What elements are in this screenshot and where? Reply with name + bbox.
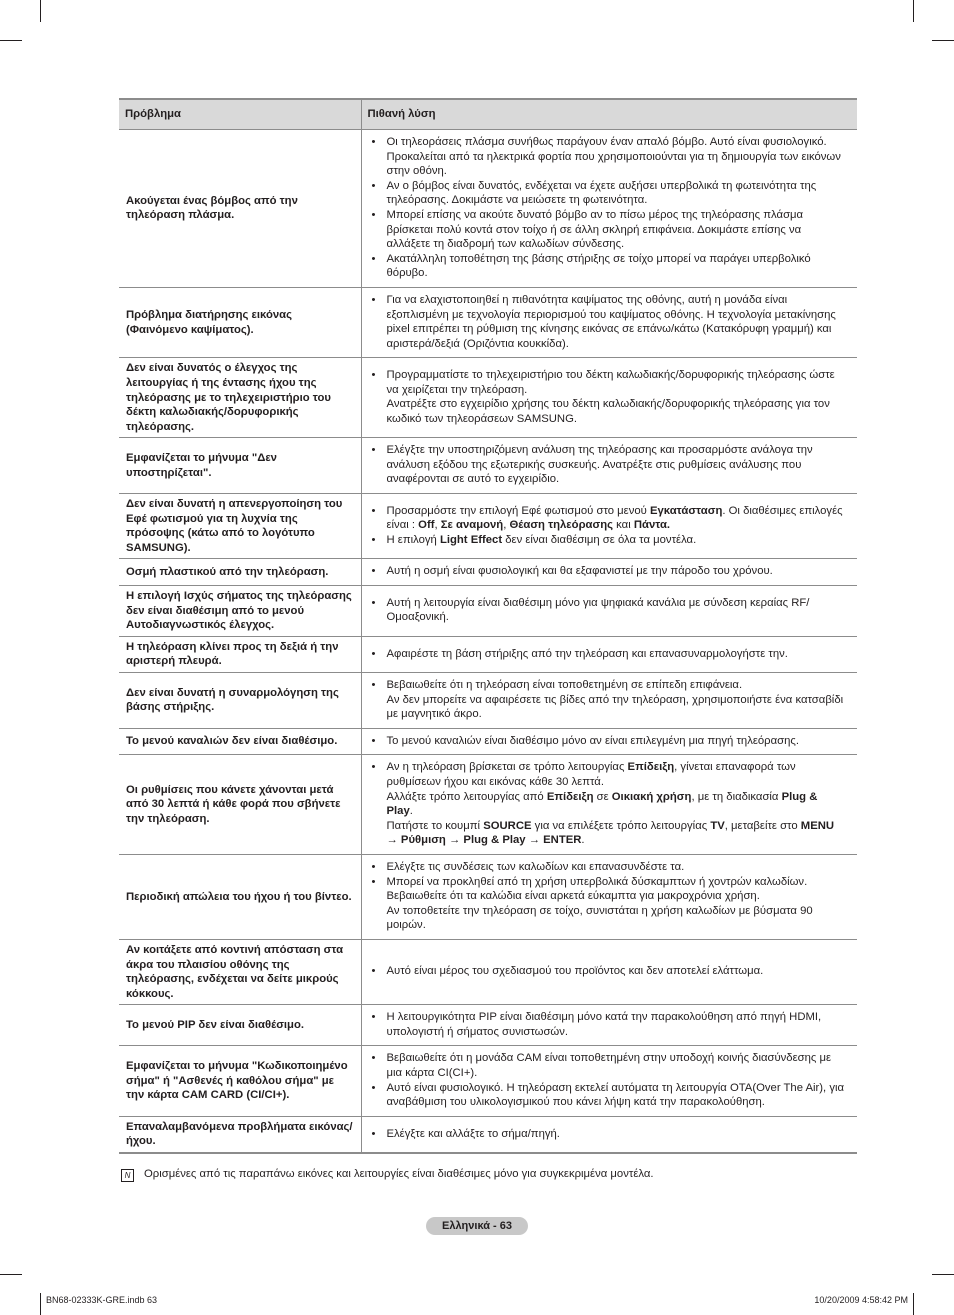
solution-cell (361, 1005, 857, 1046)
solution-line: • Μπορεί να προκληθεί από τη χρήση υπερβολικά δύσκαμπτων ή χοντρών καλωδίων. (386, 875, 808, 888)
solution-item: • Προσαρμόστε την επιλογή Εφέ φωτισμού στο μενού Εγκατάσταση. Οι διαθέσιμες επιλογές είναι : Off, Σε αναμονή, Θέαση τηλεόρασης και Πάντα. (370, 504, 846, 533)
solution-item (370, 678, 846, 722)
problem-cell: Δεν είναι δυνατός ο έλεγχος της λειτουργίας ή της έντασης ήχου της τηλεόρασης με το τηλεχειριστήριο του δέκτη καλωδιακής/δορυφορικής τηλεόρασης. (119, 358, 361, 438)
problem-cell: Αν κοιτάξετε από κοντινή απόσταση στα άκρα του πλαισίου οθόνης της τηλεόρασης, ενδέχεται να δείτε μικρούς κόκκους. (119, 939, 361, 1004)
solution-line: Αλλάξτε τρόπο λειτουργίας από Επίδειξη σε Οικιακή χρήση, με τη διαδικασία Plug & Play. (386, 790, 818, 818)
problem-cell: Εμφανίζεται το μήνυμα "Κωδικοποιημένο σήμα" ή "Ασθενές ή καθόλου σήμα" με την κάρτα CAM CARD (CI/CI+). (119, 1046, 361, 1116)
solution-item: • Η λειτουργικότητα PIP είναι διαθέσιμη μόνο κατά την παρακολούθηση από πηγή HDMI, υπολογιστή ή σήματος συνιστωσών. (370, 1010, 846, 1039)
solution-line: Πατήστε το κουμπί SOURCE για να επιλέξετε τρόπο λειτουργίας TV, μεταβείτε στο MENU → Ρύθμιση → Plug & Play → ENTER. (386, 819, 835, 847)
solution-cell (361, 559, 857, 586)
solution-item: • Για να ελαχιστοποιηθεί η πιθανότητα καψίματος της οθόνης, αυτή η μονάδα είναι εξοπλισμένη με τεχνολογία περιορισμού του καψίματος οθόνης. Η τεχνολογία μετακίνησης pixel επιτρέπει τη ρύθμιση της κίνησης εικόνας σε επάνω/κάτω (Κατακόρυφη γραμμή) και αριστερά/δεξιά (Οριζόντια κουκκίδα). (370, 293, 846, 351)
header-solution: Πιθανή λύση (361, 99, 857, 130)
solution-cell (361, 586, 857, 637)
solution-item (370, 368, 846, 426)
solution-item: • Αυτό είναι φυσιολογικό. Η τηλεόραση εκτελεί αυτόματα τη λειτουργία OTA(Over The Air), για αναβάθμιση του υλικολογισμικού που κάνει λήψη κατά την παρακολούθηση. (370, 1081, 846, 1110)
solution-cell (361, 1116, 857, 1153)
solution-item: • Ελέγξτε και αλλάξτε το σήμα/πηγή. (370, 1127, 846, 1142)
footer-datetime: 10/20/2009 4:58:42 PM (814, 1295, 908, 1305)
problem-cell: Οσμή πλαστικού από την τηλεόραση. (119, 559, 361, 586)
table-row (119, 494, 857, 559)
solution-cell (361, 438, 857, 494)
table-row (119, 559, 857, 586)
problem-cell: Πρόβλημα διατήρησης εικόνας (Φαινόμενο καψίματος). (119, 287, 361, 357)
solution-line: Αν δεν μπορείτε να αφαιρέσετε τις βίδες από την τηλεόραση, χρησιμοποιήστε ένα κατσαβίδι με μαγνητικό άκρο. (386, 693, 844, 721)
problem-cell: Το μενού καναλιών δεν είναι διαθέσιμο. (119, 728, 361, 755)
solution-line: Αν τοποθετείτε την τηλεόραση σε τοίχο, συνιστάται η χρήση καλωδίων με βύσματα 90 μοιρών. (386, 904, 813, 932)
solution-line: • Αν η τηλεόραση βρίσκεται σε τρόπο λειτουργίας Επίδειξη, γίνεται επαναφορά των ρυθμίσεων ήχου και εικόνας κάθε 30 λεπτά. (386, 761, 796, 788)
solution-item: • Αν ο βόμβος είναι δυνατός, ενδέχεται να έχετε αυξήσει υπερβολικά τη φωτεινότητα της τηλεόρασης. Δοκιμάστε να μειώσετε τη φωτεινότητα. (370, 179, 846, 208)
crop-mark (932, 1274, 954, 1275)
footer-file: BN68-02333K-GRE.indb 63 (46, 1295, 158, 1305)
solution-cell (361, 636, 857, 672)
table-row (119, 673, 857, 729)
crop-mark (40, 1293, 41, 1315)
table-row (119, 939, 857, 1004)
problem-cell: Ακούγεται ένας βόμβος από την τηλεόραση πλάσμα. (119, 130, 361, 288)
table-row (119, 1046, 857, 1116)
note-text: Ορισμένες από τις παραπάνω εικόνες και λειτουργίες είναι διαθέσιμες μόνο για συγκεκριμένα μοντέλα. (144, 1168, 654, 1180)
crop-mark (932, 40, 954, 41)
solution-cell (361, 287, 857, 357)
solution-item (370, 875, 846, 933)
table-row (119, 755, 857, 855)
solution-item (370, 760, 846, 848)
solution-cell (361, 494, 857, 559)
solution-cell (361, 1046, 857, 1116)
solution-item: • Βεβαιωθείτε ότι η μονάδα CAM είναι τοποθετημένη στην υποδοχή κοινής διασύνδεσης με μια κάρτα CI(CI+). (370, 1051, 846, 1080)
table-header-row (119, 99, 857, 130)
problem-cell: Το μενού PIP δεν είναι διαθέσιμο. (119, 1005, 361, 1046)
problem-cell: Δεν είναι δυνατή η απενεργοποίηση του Εφέ φωτισμού για τη λυχνία της πρόσοψης (κάτω από το λογότυπο SAMSUNG). (119, 494, 361, 559)
table-row (119, 854, 857, 939)
solution-line: • Βεβαιωθείτε ότι η τηλεόραση είναι τοποθετημένη σε επίπεδη επιφάνεια. (386, 679, 743, 691)
table-row (119, 1116, 857, 1153)
troubleshooting-table (119, 98, 857, 1154)
table-row (119, 130, 857, 288)
table-row (119, 358, 857, 438)
solution-item: • Οι τηλεοράσεις πλάσμα συνήθως παράγουν έναν απαλό βόμβο. Αυτό είναι φυσιολογικό. Προκαλείται από τα ηλεκτρικά φορτία που χρησιμοποιούνται για τη δημιουργία των εικόνων στην οθόνη. (370, 135, 846, 179)
solution-item: • Ελέγξτε την υποστηριζόμενη ανάλυση της τηλεόρασης και προσαρμόστε ανάλογα την ανάλυση εξόδου της εξωτερικής συσκευής. Ανατρέξτε στις ρυθμίσεις ανάλυσης που αναφέρονται σε αυτό το εγχειρίδιο. (370, 443, 846, 487)
problem-cell: Δεν είναι δυνατή η συναρμολόγηση της βάσης στήριξης. (119, 673, 361, 729)
problem-cell: Η επιλογή Ισχύς σήματος της τηλεόρασης δεν είναι διαθέσιμη από το μενού Αυτοδιαγνωστικός έλεγχος. (119, 586, 361, 637)
note-icon: N (121, 1169, 134, 1182)
solution-item: • Το μενού καναλιών είναι διαθέσιμο μόνο αν είναι επιλεγμένη μια πηγή τηλεόρασης. (370, 734, 846, 749)
table-row (119, 287, 857, 357)
table-row (119, 728, 857, 755)
table-row (119, 586, 857, 637)
crop-mark (40, 0, 41, 22)
crop-mark (913, 0, 914, 22)
solution-item: • Αυτό είναι μέρος του σχεδιασμού του προϊόντος και δεν αποτελεί ελάττωμα. (370, 964, 846, 979)
crop-mark (0, 40, 22, 41)
solution-item: • Ελέγξτε τις συνδέσεις των καλωδίων και επανασυνδέστε τα. (370, 860, 846, 875)
solution-cell (361, 755, 857, 855)
solution-item: • Η επιλογή Light Effect δεν είναι διαθέσιμη σε όλα τα μοντέλα. (370, 533, 846, 548)
solution-cell (361, 728, 857, 755)
page-number-badge: Ελληνικά - 63 (426, 1217, 528, 1235)
solution-item: • Αφαιρέστε τη βάση στήριξης από την τηλεόραση και επανασυναρμολογήστε την. (370, 647, 846, 662)
problem-cell: Εμφανίζεται το μήνυμα "Δεν υποστηρίζεται". (119, 438, 361, 494)
solution-cell (361, 358, 857, 438)
solution-line: Ανατρέξτε στο εγχειρίδιο χρήσης του δέκτη καλωδιακής/δορυφορικής τηλεόρασης για τον κωδικό των τηλεοράσεων SAMSUNG. (386, 398, 830, 425)
solution-line: • Προγραμματίστε το τηλεχειριστήριο του δέκτη καλωδιακής/δορυφορικής τηλεόρασης ώστε να χειρίζεται την τηλεόραση. (386, 369, 835, 396)
table-row (119, 1005, 857, 1046)
solution-line: Βεβαιωθείτε ότι τα καλώδια είναι αρκετά εύκαμπτα για μακροχρόνια χρήση. (386, 890, 760, 903)
solution-cell (361, 130, 857, 288)
table-row (119, 438, 857, 494)
problem-cell: Περιοδική απώλεια του ήχου ή του βίντεο. (119, 854, 361, 939)
header-problem: Πρόβλημα (119, 99, 361, 130)
solution-cell (361, 673, 857, 729)
note (121, 1167, 654, 1182)
solution-item: • Αυτή η οσμή είναι φυσιολογική και θα εξαφανιστεί με την πάροδο του χρόνου. (370, 564, 846, 579)
solution-cell (361, 939, 857, 1004)
table-row (119, 636, 857, 672)
solution-cell (361, 854, 857, 939)
solution-item: • Μπορεί επίσης να ακούτε δυνατό βόμβο αν το πίσω μέρος της τηλεόρασης πλάσμα βρίσκεται πολύ κοντά στον τοίχο ή σε άλλη σκληρή επιφάνεια. Δοκιμάστε επίσης να αλλάξετε τη διαδρομή των καλωδίων σύνδεσης. (370, 208, 846, 252)
problem-cell: Οι ρυθμίσεις που κάνετε χάνονται μετά από 30 λεπτά ή κάθε φορά που σβήνετε την τηλεόραση. (119, 755, 361, 855)
problem-cell: Επαναλαμβανόμενα προβλήματα εικόνας/ήχου. (119, 1116, 361, 1153)
crop-mark (913, 1293, 914, 1315)
crop-mark (0, 1274, 22, 1275)
solution-item: • Ακατάλληλη τοποθέτηση της βάσης στήριξης σε τοίχο μπορεί να παράγει υπερβολικό θόρυβο. (370, 252, 846, 281)
problem-cell: Η τηλεόραση κλίνει προς τη δεξιά ή την αριστερή πλευρά. (119, 636, 361, 672)
solution-item: • Αυτή η λειτουργία είναι διαθέσιμη μόνο για ψηφιακά κανάλια με σύνδεση κεραίας RF/Ομοαξονική. (370, 596, 846, 625)
